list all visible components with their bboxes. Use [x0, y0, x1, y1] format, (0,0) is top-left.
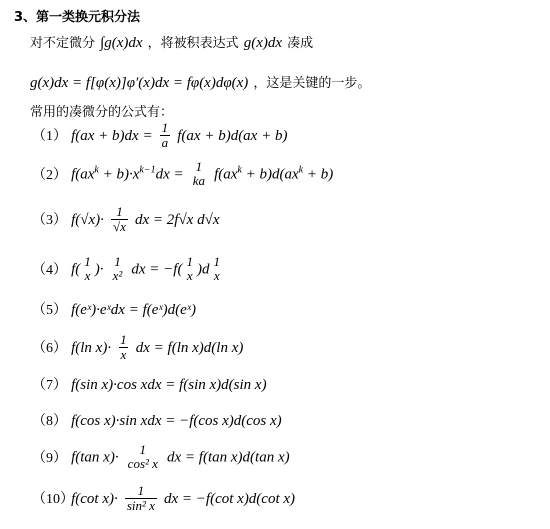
formula-lhs: f(ax — [71, 166, 95, 183]
formula-lhs: f(eˣ)·eˣdx = f(eˣ)d(eˣ) — [71, 302, 196, 318]
formula-lhs: f(tan x)· — [71, 449, 119, 466]
formula-lhs: f(ax + b)dx = — [71, 128, 153, 144]
formula-label: （3） — [32, 213, 67, 228]
intro-prefix: 对不定微分 — [30, 36, 96, 51]
fraction-numerator: 1 — [213, 254, 220, 269]
fraction-denominator: cos² x — [127, 456, 158, 471]
fraction — [125, 484, 157, 513]
fraction — [82, 255, 93, 283]
formula-rhs: f(ax + b)d(ax + b) — [177, 128, 288, 144]
formula-4 — [32, 255, 224, 283]
formula-label: （7） — [32, 378, 67, 393]
formula-2 — [32, 160, 333, 188]
formula-lhs-tail: dx = — [155, 166, 184, 183]
fraction — [111, 205, 128, 234]
intro-middle: ，将被积表达式 — [147, 36, 239, 51]
formula-rhs: dx = 2f√x d√x — [135, 212, 220, 228]
formula-lhs: f(√x)· — [71, 212, 104, 228]
fraction — [160, 121, 171, 150]
intro-integral: ∫g(x)dx — [100, 35, 143, 51]
intro-line — [30, 32, 313, 52]
fraction-numerator: 1 — [139, 442, 147, 457]
formula-lhs: f(ln x)· — [71, 340, 112, 356]
formula-6 — [32, 333, 243, 362]
formula-label: （6） — [32, 341, 67, 356]
formula-lhs: f( — [71, 261, 81, 278]
key-formula: g(x)dx = f[φ(x)]φ′(x)dx = fφ(x)dφ(x) — [30, 75, 249, 91]
fraction-denominator: sin² x — [126, 498, 155, 513]
fraction — [191, 160, 207, 188]
fraction-numerator: 1 — [120, 332, 127, 347]
fraction-denominator: x — [120, 347, 127, 362]
fraction — [211, 255, 222, 283]
formula-mid: )· — [94, 261, 104, 278]
formula-label: （4） — [32, 262, 67, 278]
fraction-numerator: 1 — [137, 483, 145, 498]
formula-label: （2） — [32, 167, 67, 183]
formula-3 — [32, 205, 219, 234]
formula-rhs: )d — [196, 261, 210, 278]
formula-1 — [32, 121, 287, 150]
formula-lhs: f(cos x)·sin xdx = −f(cos x)d(cos x) — [71, 413, 282, 429]
key-formula-remark: ，这是关键的一步。 — [253, 76, 371, 91]
fraction-denominator: x — [213, 268, 220, 283]
formula-label: （10） — [32, 492, 74, 507]
key-formula-line — [30, 72, 370, 92]
intro-suffix: 凑成 — [287, 36, 314, 51]
formula-rhs: dx = f(ln x)d(ln x) — [135, 340, 244, 356]
fraction-denominator: x — [84, 268, 91, 283]
section-heading: 3、第一类换元积分法 — [14, 10, 141, 25]
fraction-denominator: √x — [113, 219, 126, 234]
formula-9 — [32, 443, 290, 471]
formula-8 — [32, 410, 282, 430]
formula-rhs: dx = −f( — [131, 261, 183, 278]
fraction-denominator: x — [186, 268, 193, 283]
list-title: 常用的凑微分的公式有： — [30, 105, 174, 120]
formula-label: （8） — [32, 414, 67, 429]
fraction-numerator: 1 — [114, 254, 121, 269]
intro-expr: g(x)dx — [243, 35, 283, 51]
fraction — [111, 255, 125, 283]
fraction — [118, 333, 129, 362]
formula-mid: + b)·x — [98, 166, 140, 183]
formula-lhs: f(cot x)· — [71, 491, 118, 507]
fraction-numerator: 1 — [116, 204, 123, 219]
exponent: k — [237, 164, 242, 176]
formula-lhs: f(sin x)·cos xdx = f(sin x)d(sin x) — [71, 377, 267, 393]
formula-5 — [32, 299, 196, 319]
fraction — [184, 255, 195, 283]
fraction-numerator: 1 — [195, 159, 203, 174]
exponent: k — [94, 164, 99, 176]
fraction-numerator: 1 — [186, 254, 193, 269]
formula-label: （9） — [32, 450, 67, 466]
exponent: k−1 — [139, 164, 156, 176]
formula-label: （5） — [32, 303, 67, 318]
fraction — [126, 443, 160, 471]
fraction-denominator: a — [161, 135, 169, 150]
formula-rhs: + b)d(ax — [241, 166, 299, 183]
formula-10 — [32, 484, 295, 513]
fraction-denominator: ka — [192, 173, 205, 188]
fraction-numerator: 1 — [161, 120, 169, 135]
formula-7 — [32, 374, 267, 394]
formula-rhs: dx = −f(cot x)d(cot x) — [164, 491, 296, 507]
formula-label: （1） — [32, 129, 67, 144]
exponent: k — [298, 164, 304, 176]
formula-rhs: + b) — [303, 166, 334, 183]
fraction-numerator: 1 — [84, 254, 91, 269]
formula-rhs: dx = f(tan x)d(tan x) — [167, 449, 290, 466]
fraction-denominator: x² — [112, 268, 123, 283]
formula-rhs: f(ax — [214, 166, 238, 183]
